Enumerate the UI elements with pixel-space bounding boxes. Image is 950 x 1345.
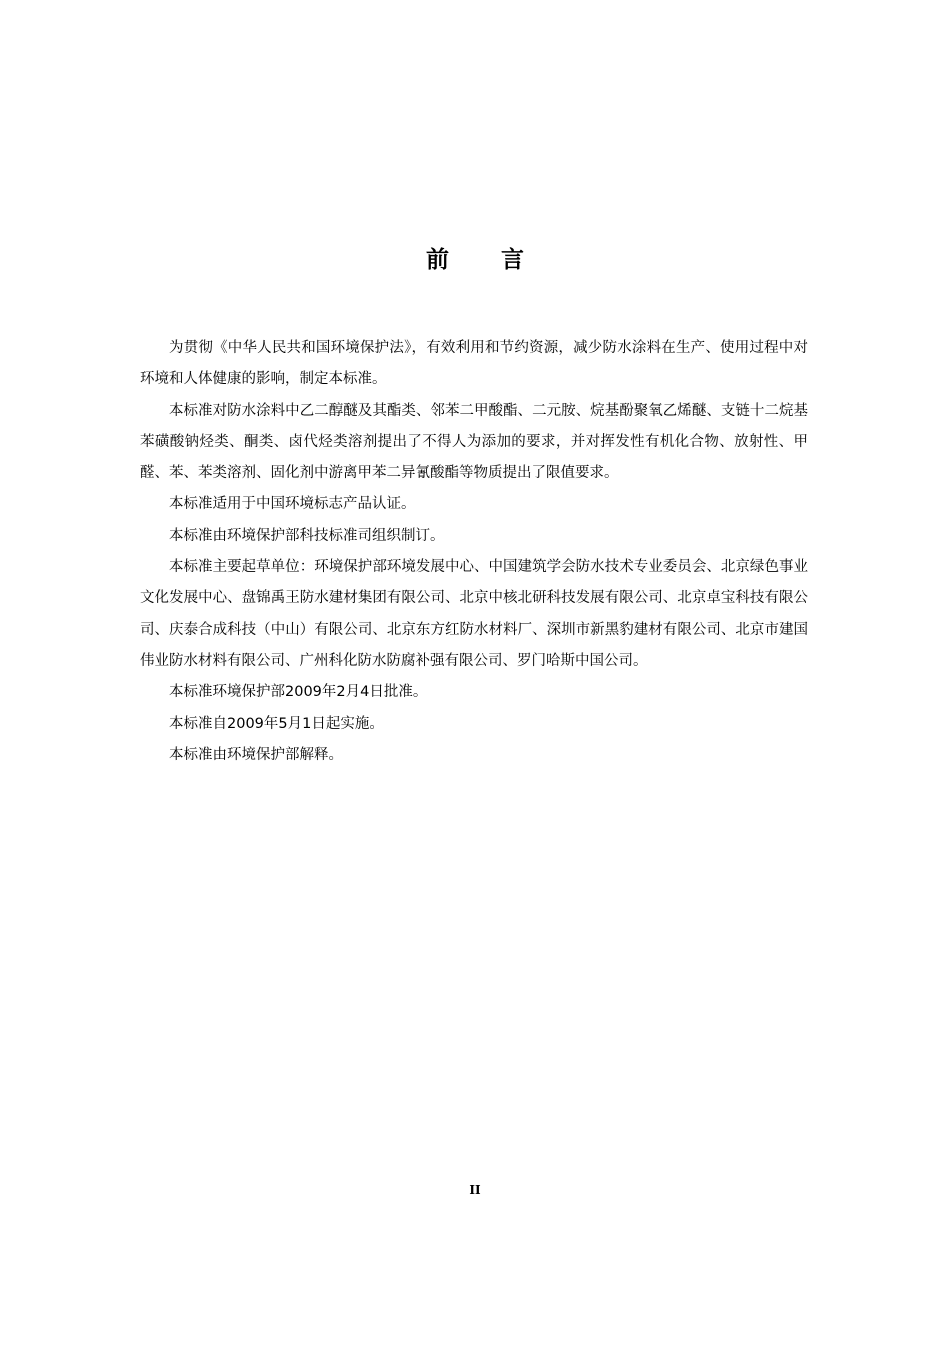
paragraph-organizer: 本标准由环境保护部科技标准司组织制订。 <box>169 527 445 544</box>
page-number: II <box>469 1183 481 1197</box>
paragraph-requirements: 本标准对防水涂料中乙二醇醚及其酯类、邻苯二甲酸酯、二元胺、烷基酚聚氧乙烯醚、支链十二烷基苯磺酸钠烃类、酮类、卤代烃类溶剂提出了不得人为添加的要求，并对挥发性有机化合物、放射性、甲醛、苯、苯类溶剂、固化剂中游离甲苯二异氰酸酯等物质提出了限值要求。 <box>140 402 808 482</box>
document-body <box>140 333 808 771</box>
paragraph-interpretation: 本标准由环境保护部解释。 <box>169 746 343 763</box>
paragraph-scope: 本标准适用于中国环境标志产品认证。 <box>169 496 416 513</box>
paragraph-purpose: 为贯彻《中华人民共和国环境保护法》，有效利用和节约资源，减少防水涂料在生产、使用过程中对环境和人体健康的影响，制定本标准。 <box>140 340 808 388</box>
paragraph-effective-date: 本标准自2009年5月1日起实施。 <box>169 715 384 732</box>
page-title: 前言 <box>426 247 576 273</box>
paragraph-drafting-units: 本标准主要起草单位：环境保护部环境发展中心、中国建筑学会防水技术专业委员会、北京绿色事业文化发展中心、盘锦禹王防水建材集团有限公司、北京中核北研科技发展有限公司、北京卓宝科技有限公司、庆泰合成科技（中山）有限公司、北京东方红防水材料厂、深圳市新黑豹建材有限公司、北京市建国伟业防水材料有限公司、广州科化防水防腐补强有限公司、罗门哈斯中国公司。 <box>140 559 808 669</box>
paragraph-approval-date: 本标准环境保护部2009年2月4日批准。 <box>169 684 428 701</box>
